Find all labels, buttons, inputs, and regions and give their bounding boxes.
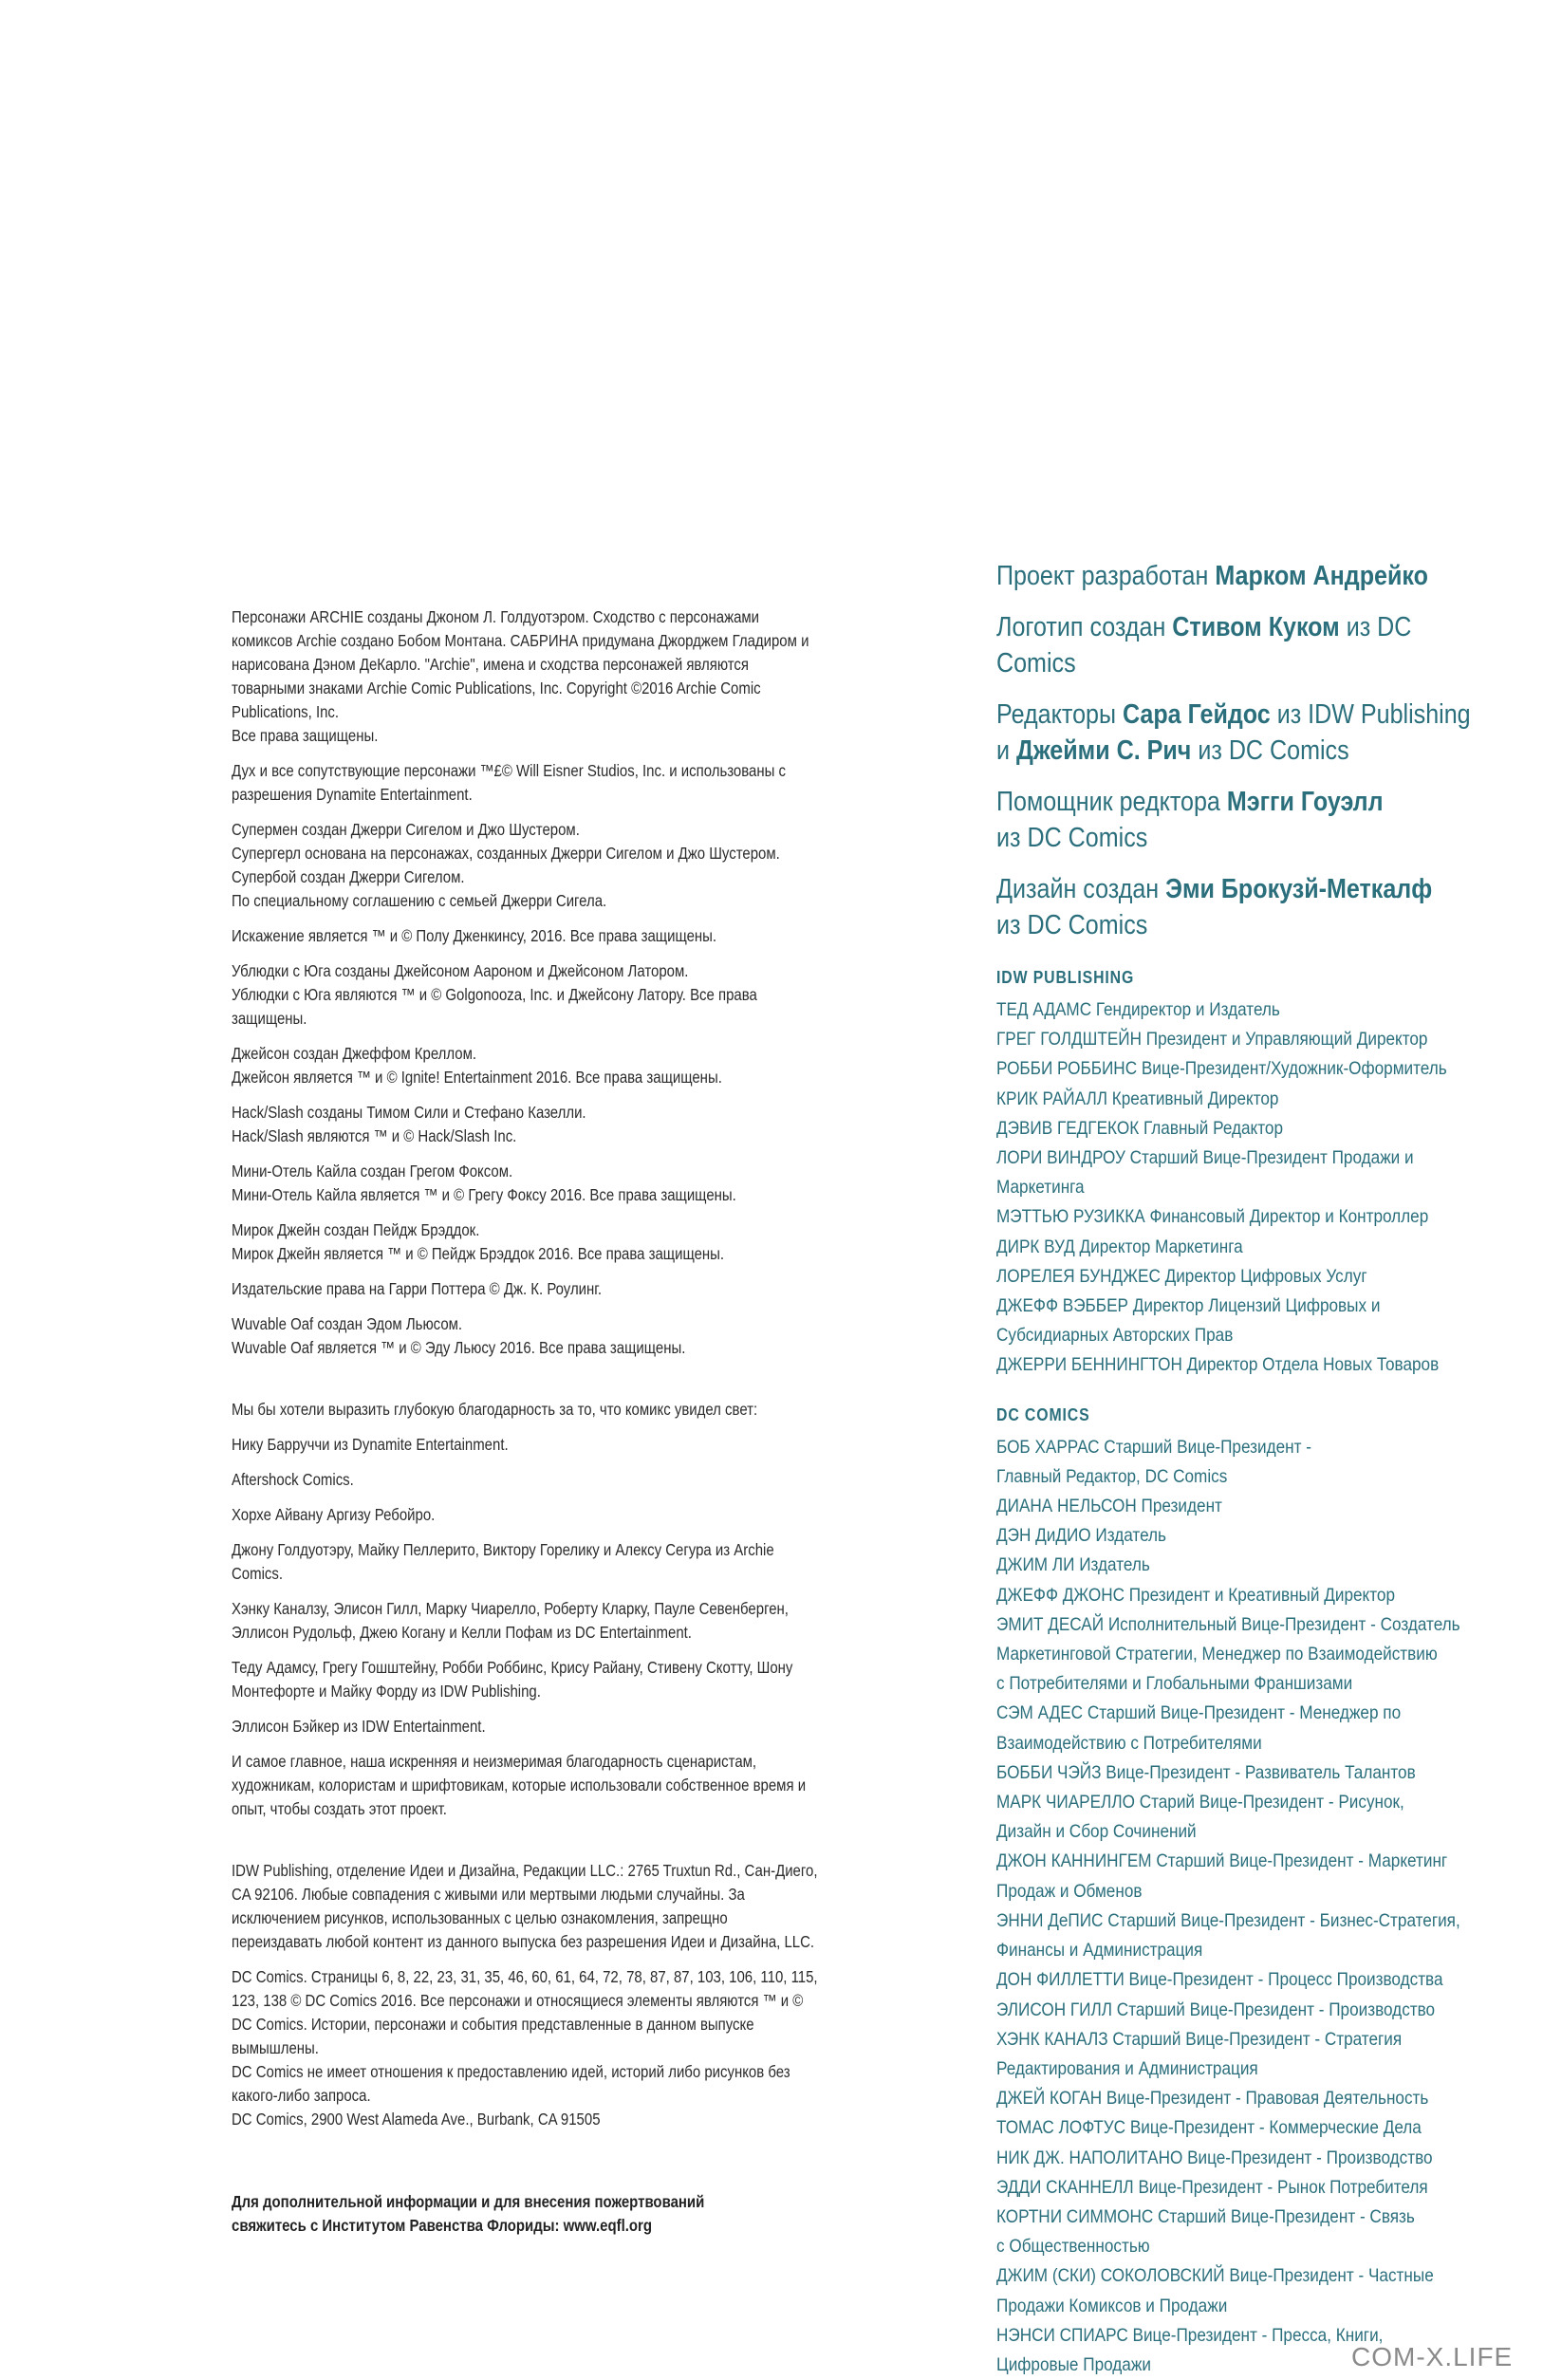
project-credits (996, 558, 1480, 943)
staff-line: ДЖИМ ЛИ Издатель (996, 1554, 1150, 1576)
credit-name: Стивом Куком (1172, 612, 1340, 642)
credit-row (996, 871, 1480, 907)
credit-row (996, 907, 1480, 943)
thanks-paragraph: Теду Адамсу, Грегу Гошштейну, Робби Роббинс, Крису Райану, Стивену Скотту, Шону Монтефорте и Майку Форду из IDW Publishing. (232, 1658, 793, 1701)
credit-name: Джейми С. Рич (1015, 735, 1192, 766)
credit-line (996, 697, 1480, 769)
staff-line: ЭННИ ДеПИС Старший Вице-Президент - Бизнес-Стратегия, (996, 1909, 1460, 1931)
publisher-legal (232, 1859, 819, 2131)
credit-tail: из DC Comics (996, 612, 1412, 679)
idw-staff-list (996, 995, 1480, 1381)
staff-line: ДОН ФИЛЛЕТТИ Вице-Президент - Процесс Производства (996, 1969, 1443, 1991)
staff-line: ДЖЕФФ ДЖОНС Президент и Креативный Директор (996, 1584, 1395, 1606)
staff-line: Взаимодействию с Потребителями (996, 1732, 1262, 1754)
thanks-paragraph: Джону Голдуотэру, Майку Пеллерито, Виктору Горелику и Алексу Сегура из Archie Comics. (232, 1540, 774, 1583)
thanks-paragraph: Хэнку Каналзу, Элисон Гилл, Марку Чиарелло, Роберту Кларку, Пауле Севенберген, Эллисон Рудольф, Джею Когану и Келли Пофам из DC Entertainment. (232, 1599, 789, 1642)
staff-line: НЭНСИ СПИАРС Вице-Президент - Пресса, Книги, (996, 2324, 1384, 2346)
notice-paragraph: Персонажи ARCHIE созданы Джоном Л. Голдуотэром. Сходство с персонажами комиксов Archie создано Бобом Монтана. САБРИНА придумана Джорджем Гладиром и нарисована Дэном ДеКарло. "Archie", имена и сходства персонажей являются товарными знаками Archie Comic Publications, Inc. Copyright ©2016 Archie Comic Publications, Inc. Все права защищены. (232, 607, 809, 745)
credit-name: Мэгги Гоуэлл (1226, 787, 1384, 817)
credit-line (996, 609, 1480, 681)
credit-row (996, 820, 1480, 856)
notice-paragraph: Издательские права на Гарри Поттера © Дж. К. Роулинг. (232, 1279, 603, 1298)
staff-line: СЭМ АДЕС Старший Вице-Президент - Менеджер по (996, 1702, 1402, 1724)
staff-line: ХЭНК КАНАЛЗ Старший Вице-Президент - Стратегия (996, 2028, 1403, 2050)
legal-paragraph: IDW Publishing, отделение Идеи и Дизайна, Редакции LLC.: 2765 Truxtun Rd., Сан-Диего, CA 92106. Любые совпадения с живыми или мертвыми людьми случайны. За исключением рисунков, использованных с целью ознакомления, запрещно переиздавать любой контент из данного выпуска без разрешения Идеи и Дизайна, LLC. (232, 1861, 818, 1951)
notice-paragraph: Wuvable Oaf создан Эдом Льюсом. Wuvable Oaf является ™ и © Эду Льюсу 2016. Все права защищены. (232, 1314, 686, 1357)
staff-line: ГРЕГ ГОЛДШТЕЙН Президент и Управляющий Директор (996, 1029, 1428, 1051)
credit-lead: Дизайн создан (996, 874, 1166, 904)
staff-line: Цифровые Продажи (996, 2353, 1151, 2375)
staff-line: Продаж и Обменов (996, 1880, 1143, 1902)
credit-line (996, 558, 1480, 594)
staff-line: ЭМИТ ДЕСАЙ Исполнительный Вице-Президент - Создатель (996, 1613, 1460, 1635)
credit-lead: Редакторы (996, 699, 1123, 730)
contact-info: Для дополнительной информации и для внесения пожертвований свяжитесь с Институтом Равенства Флориды: www.eqfl.org (232, 2192, 705, 2235)
staff-line: МАРК ЧИАРЕЛЛО Старий Вице-Президент - Рисунок, (996, 1792, 1404, 1813)
credit-lead: Помощник редктора (996, 787, 1227, 817)
staff-line: ТЕД АДАМС Гендиректор и Издатель (996, 999, 1280, 1020)
staff-line: БОББИ ЧЭЙЗ Вице-Президент - Развиватель Талантов (996, 1761, 1416, 1783)
dc-heading: DC COMICS (996, 1404, 1090, 1424)
staff-line: ЭДДИ СКАННЕЛЛ Вице-Президент - Рынок Потребителя (996, 2176, 1428, 2198)
staff-line: с Общественностью (996, 2236, 1150, 2258)
credit-line (996, 871, 1480, 943)
credit-lead: из DC Comics (996, 823, 1148, 853)
staff-line: ЭЛИСОН ГИЛЛ Старший Вице-Президент - Производство (996, 1999, 1436, 2020)
staff-line: Маркетинговой Стратегии, Менеджер по Взаимодействию (996, 1644, 1438, 1665)
staff-line: ДЖЕРРИ БЕННИНГТОН Директор Отдела Новых Товаров (996, 1354, 1440, 1376)
credit-lead: и (996, 735, 1016, 766)
staff-line: с Потребителями и Глобальными Франшизами (996, 1673, 1353, 1695)
staff-line: Главный Редактор, DC Comics (996, 1465, 1228, 1487)
notice-paragraph: Джейсон создан Джеффом Креллом. Джейсон является ™ и © Ignite! Entertainment 2016. Все права защищены. (232, 1044, 722, 1087)
credit-line (996, 784, 1480, 856)
staff-line: ЛОРЕЛЕЯ БУНДЖЕС Директор Цифровых Услуг (996, 1265, 1367, 1287)
notice-paragraph: Ублюдки с Юга созданы Джейсоном Аароном и Джейсоном Латором. Ублюдки с Юга являются ™ и © Golgonooza, Inc. и Джейсону Латору. Все права защищены. (232, 961, 757, 1028)
staff-line: ТОМАС ЛОФТУС Вице-Президент - Коммерческие Дела (996, 2117, 1422, 2139)
legal-column (232, 605, 819, 2249)
staff-line: ДЭН ДиДИО Издатель (996, 1525, 1166, 1547)
staff-line: КОРТНИ СИММОНС Старший Вице-Президент - Связь (996, 2205, 1415, 2227)
credit-name: Сара Гейдос (1122, 699, 1271, 730)
staff-line: ДЖИМ (СКИ) СОКОЛОВСКИЙ Вице-Президент - Частные (996, 2265, 1434, 2287)
thanks-paragraph: Aftershock Comics. (232, 1470, 354, 1489)
staff-line: Дизайн и Сбор Сочинений (996, 1821, 1197, 1843)
notice-paragraph: Дух и все сопутствующие персонажи ™£© Will Eisner Studios, Inc. и использованы с разрешения Dynamite Entertainment. (232, 761, 786, 804)
credit-row (996, 609, 1480, 681)
staff-line: Продажи Комиксов и Продажи (996, 2295, 1228, 2316)
thanks-paragraph: Нику Барруччи из Dynamite Entertainment. (232, 1435, 509, 1454)
staff-line: ДЖЕЙ КОГАН Вице-Президент - Правовая Деятельность (996, 2088, 1429, 2110)
staff-line: ДИРК ВУД Директор Маркетинга (996, 1236, 1243, 1257)
credit-name: Эми Брокузй-Меткалф (1165, 874, 1433, 904)
credits-column (996, 558, 1480, 2380)
thanks-paragraph: Хорхе Айвану Аргизу Ребойро. (232, 1505, 436, 1524)
notice-paragraph: Искажение является ™ и © Полу Дженкинсу, 2016. Все права защищены. (232, 926, 717, 945)
notice-paragraph: Мирок Джейн создан Пейдж Брэддок. Мирок Джейн является ™ и © Пейдж Брэддок 2016. Все права защищены. (232, 1220, 725, 1263)
acknowledgements (232, 1398, 819, 1821)
thanks-paragraph: И самое главное, наша искренняя и неизмеримая благодарность сценаристам, художникам, колористам и шрифтовикам, которые использовали собственное время и опыт, чтобы создать этот проект. (232, 1752, 807, 1818)
notice-paragraph: Супермен создан Джерри Сигелом и Джо Шустером. Супергерл основана на персонажах, созданных Джерри Сигелом и Джо Шустером. Супербой создан Джерри Сигелом. По специальному соглашению с семьей Джерри Сигела. (232, 820, 780, 910)
staff-line: Субсидиарных Авторских Прав (996, 1325, 1234, 1347)
thanks-paragraph: Мы бы хотели выразить глубокую благодарность за то, что комикс увидел свет: (232, 1400, 758, 1419)
credit-tail: из IDW Publishing (1270, 699, 1471, 730)
credit-row (996, 697, 1480, 733)
credit-tail: из DC Comics (1191, 735, 1349, 766)
staff-line: КРИК РАЙАЛЛ Креативный Директор (996, 1088, 1279, 1109)
credit-lead: Логотип создан (996, 612, 1173, 642)
staff-line: БОБ ХАРРАС Старший Вице-Президент - (996, 1436, 1311, 1458)
staff-line: ЛОРИ ВИНДРОУ Старший Вице-Президент Продажи и Маркетинга (996, 1147, 1414, 1199)
credit-lead: Проект разработан (996, 561, 1216, 591)
legal-paragraph: DC Comics. Страницы 6, 8, 22, 23, 31, 35, 46, 60, 61, 64, 72, 78, 87, 87, 103, 106, 110, 115, 123, 138 © DC Comics 2016. Все персонажи и относящиеся элементы являются ™ и © DC Comics. Истории, персонажи и события представленные в данном выпуске вымышлены. DC Comics не имеет отношения к предоставлению идей, историй либо рисунков без какого-либо запроса. DC Comics, 2900 West Alameda Ave., Burbank, CA 91505 (232, 1967, 818, 2129)
credit-row (996, 558, 1480, 594)
idw-heading: IDW PUBLISHING (996, 968, 1135, 987)
staff-line: НИК ДЖ. НАПОЛИТАНО Вице-Президент - Производство (996, 2147, 1433, 2168)
dc-staff-list (996, 1433, 1480, 2380)
credit-row (996, 784, 1480, 820)
site-watermark: COM-X.LIFE (1351, 2342, 1514, 2371)
notice-paragraph: Hack/Slash созданы Тимом Сили и Стефано Казелли. Hack/Slash являются ™ и © Hack/Slash Inc. (232, 1103, 586, 1145)
notice-paragraph: Мини-Отель Кайла создан Грегом Фоксом. Мини-Отель Кайла является ™ и © Грегу Фоксу 2016. Все права защищены. (232, 1162, 736, 1204)
staff-line: РОББИ РОББИНС Вице-Президент/Художник-Оформитель (996, 1058, 1447, 1080)
staff-line: ДЭВИВ ГЕДГЕКОК Главный Редактор (996, 1117, 1284, 1139)
credit-name: Марком Андрейко (1215, 561, 1428, 591)
staff-line: ДЖЕФФ ВЭББЕР Директор Лицензий Цифровых и (996, 1295, 1381, 1317)
thanks-paragraph: Эллисон Бэйкер из IDW Entertainment. (232, 1717, 486, 1736)
credit-lead: из DC Comics (996, 910, 1148, 940)
copyright-notices (232, 605, 819, 1360)
staff-line: МЭТТЬЮ РУЗИККА Финансовый Директор и Контроллер (996, 1206, 1429, 1228)
credit-row (996, 733, 1480, 769)
staff-line: Редактирования и Администрация (996, 2057, 1258, 2079)
staff-line: ДИАНА НЕЛЬСОН Президент (996, 1496, 1222, 1517)
staff-line: Финансы и Администрация (996, 1940, 1203, 1962)
staff-line: ДЖОН КАННИНГЕМ Старший Вице-Президент - Маркетинг (996, 1850, 1448, 1872)
